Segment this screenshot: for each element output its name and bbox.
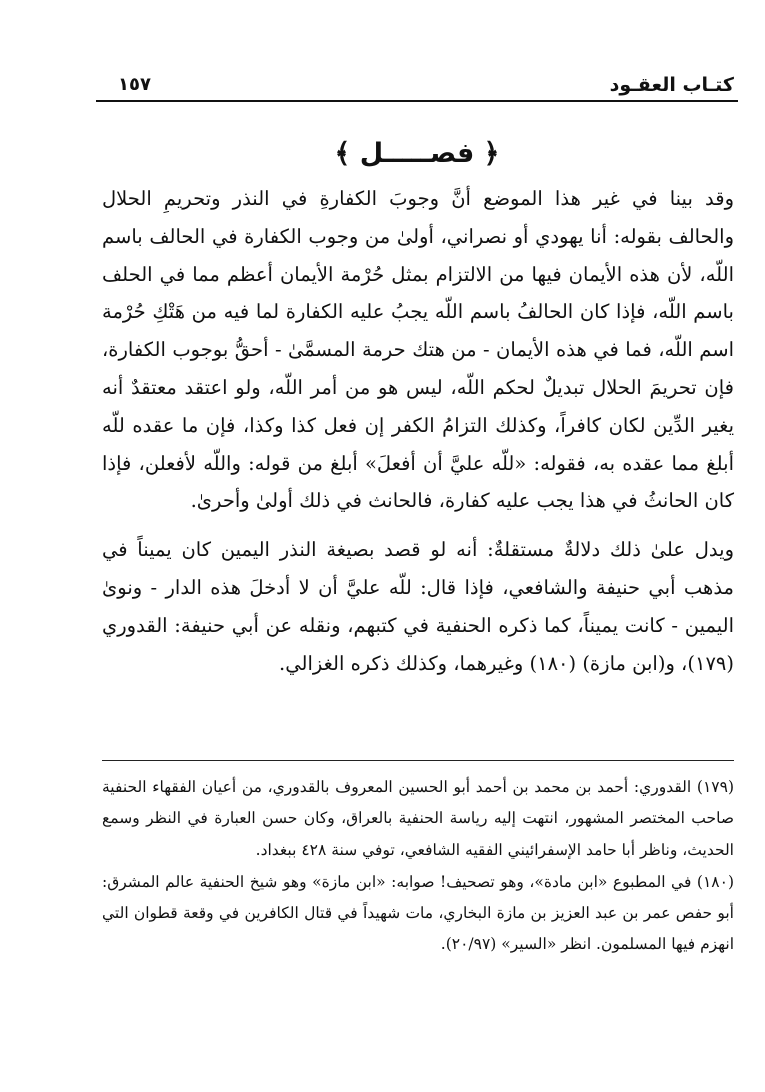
body-paragraph-2: ويدل علىٰ ذلك دلالةٌ مستقلةٌ: أنه لو قصد بصيغة النذر اليمين كان يميناً في مذهب أبي حنيفة والشافعي، فإذا قال: للّه عليَّ أن لا أدخلَ هذه الدار - ونوىٰ اليمين - كانت يميناً، كما ذكره الحنفية في كتبهم، ونقله عن أبي حنيفة: القدوري (١٧٩)، و(ابن مازة) (١٨٠) وغيرهما، وكذلك ذكره الغزالي.	[102, 538, 734, 675]
header-rule	[96, 100, 738, 102]
footnote-180: (١٨٠) في المطبوع «ابن مادة»، وهو تصحيف! صوابه: «ابن مازة» وهو شيخ الحنفية عالم المشرق: أبو حفص عمر بن عبد العزيز بن مازة البخاري، مات شهيداً في قتال الكافرين في وقعة قطوان التي انهزم فيها المسلمون. انظر «السير» (٢٠/٩٧).	[102, 872, 734, 954]
main-text	[102, 180, 734, 682]
body-paragraph-1: وقد بينا في غير هذا الموضع أنَّ وجوبَ الكفارةِ في النذر وتحريمِ الحلال والحالف بقوله: أنا يهودي أو نصراني، أولىٰ من وجوب الكفارة في الحالف باسم اللّه، لأن هذه الأيمان فيها من الالتزام بمثل حُرْمة الأيمان أعظم مما في الحلف باسم اللّه، فإذا كان الحالفُ باسم اللّه يجبُ عليه الكفارة لما فيه من هَتْكِ حُرْمة اسم اللّه، فما في هذه الأيمان - من هتك حرمة المسمَّىٰ - أحقُّ بوجوب الكفارة، فإن تحريمَ الحلال تبديلٌ لحكم اللّه، ليس هو من أمر اللّه، ولو اعتقد معتقدٌ أنه يغير الدِّين لكان كافراً، وكذلك التزامُ الكفر إن فعل كذا وكذا، فإن ما عقده للّه أبلغ مما عقده به، فقوله: «للّه عليَّ أن أفعلَ» أبلغ من قوله: واللّه لأفعلن، فإذا كان الحانثُ في هذا يجب عليه كفارة، فالحانث في ذلك أولىٰ وأحرىٰ.	[102, 187, 734, 513]
footnote-179: (١٧٩) القدوري: أحمد بن محمد بن أحمد أبو الحسين المعروف بالقدوري، من أعيان الفقهاء الحنفية صاحب المختصر المشهور، انتهت إليه رياسة الحنفية بالعراق، وكان حسن العبارة في النظر وسمع الحديث، وناظر أبا حامد الإسفرائيني الفقيه الشافعي، توفي سنة ٤٢٨ ببغداد.	[102, 778, 734, 859]
running-head	[118, 72, 734, 102]
footnotes	[102, 772, 734, 961]
page-number: ١٥٧	[118, 74, 151, 95]
footnote-rule	[102, 760, 734, 761]
book-title: كتـاب العقـود	[609, 74, 734, 96]
section-heading: ﴿ فصـــــل ﴾	[334, 138, 500, 169]
